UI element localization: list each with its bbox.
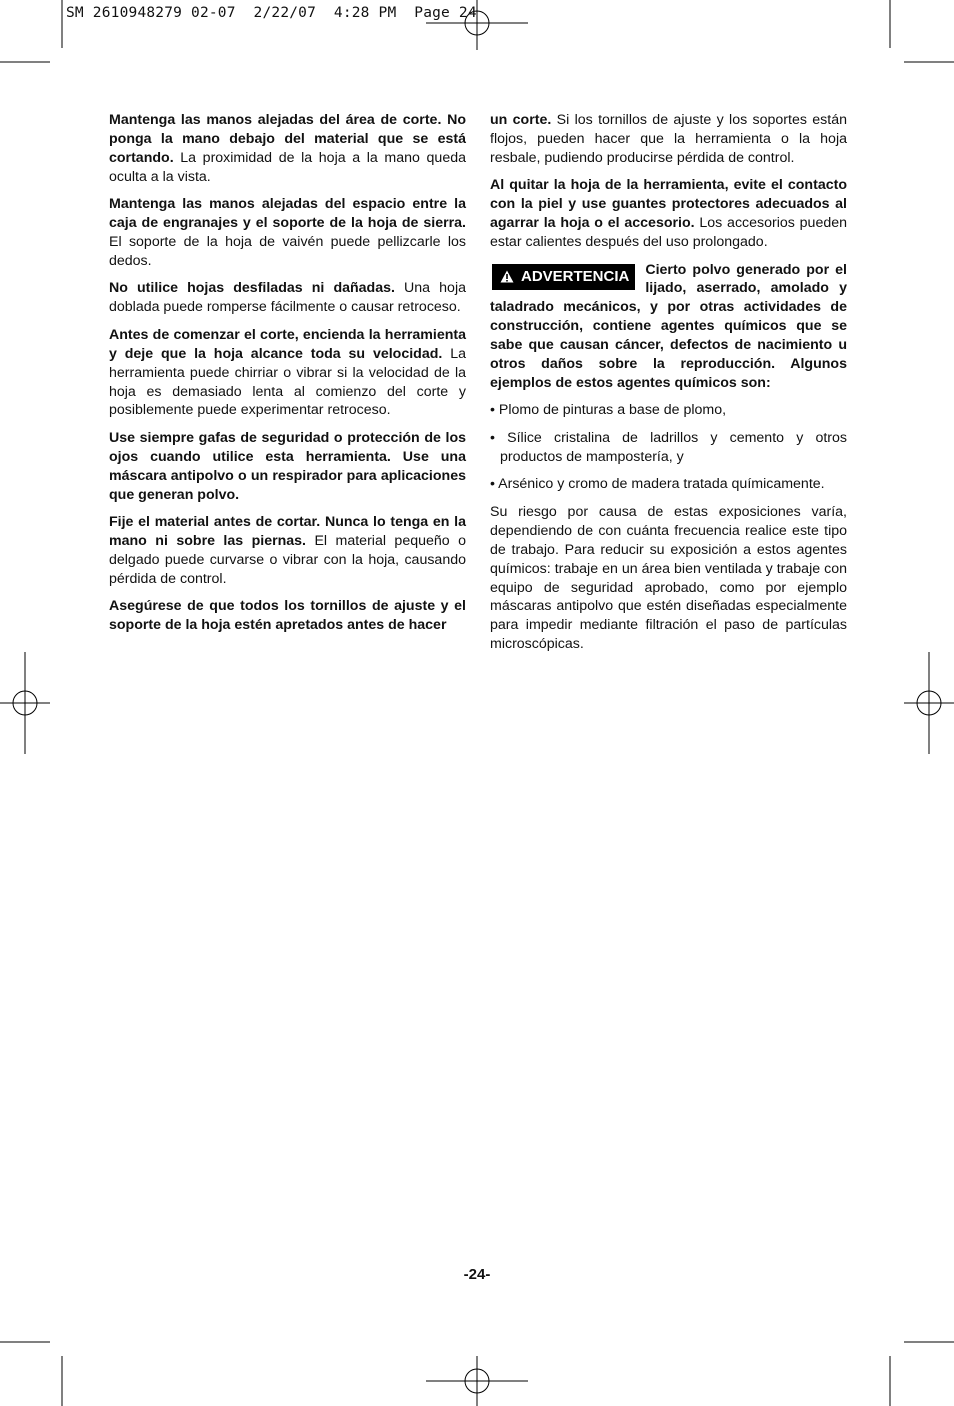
warning-text: Cierto polvo generado por el lijado, aserrado, amolado y taladrado mecánicos, y por otras actividades de construcción, contiene agentes químicos que se sabe que causan cáncer, defectos de nacimiento u otros daños sobre la reproducción. Algunos ejemplos de estos agentes químicos son: [490,261,847,391]
paragraph-exposure-risk: Su riesgo por causa de estas exposiciones varía, dependiendo de con cuánta frecuencia realice este tipo de trabajo. Para reducir su exposición a estos agentes químicos: trabaje en un área bien ventilada y trabaje con equipo de seguridad aprobado, como por ejemplo máscaras antipolvo que estén diseñadas especialmente para impedir mediante filtración el paso de partículas microscópicas. [490,503,847,653]
left-column [109,111,466,644]
list-item: • Sílice cristalina de ladrillos y cemento y otros productos de mampostería, y [490,429,847,465]
right-column [490,111,847,663]
print-slug: SM 2610948279 02-07 2/22/07 4:28 PM Page 24 [66,5,477,21]
paragraph-safety-glasses: Use siempre gafas de seguridad o protección de los ojos cuando utilice esta herramienta. Use una máscara antipolvo o un respirador para aplicaciones que generan polvo. [109,429,466,503]
paragraph-secure-material: Fije el material antes de cortar. Nunca lo tenga en la mano ni sobre las piernas. El material pequeño o delgado puede curvarse o vibrar con la hoja, causando pérdida de control. [109,514,467,587]
list-item: • Plomo de pinturas a base de plomo, [490,402,727,419]
paragraph-tighten-screws: Asegúrese de que todos los tornillos de ajuste y el soporte de la hoja estén apretados antes de hacer [109,598,466,634]
warning-triangle-icon [500,270,514,283]
paragraph-remove-blade: Al quitar la hoja de la herramienta, evite el contacto con la piel y use guantes protectores adecuados al agarrar la hoja o el accesorio. Los accesorios pueden estar calientes después del uso prolongado. [490,177,847,251]
warning-paragraph [490,261,847,393]
warning-badge [492,264,635,290]
paragraph-hands-cut-area: Mantenga las manos alejadas del área de corte. No ponga la mano debajo del material que se está cortando. La proximidad de la hoja a la mano queda oculta a la vista. [109,112,466,185]
page-number: -24- [463,1266,491,1283]
warning-label: ADVERTENCIA [521,267,630,285]
paragraph-loose-screws: un corte. Si los tornillos de ajuste y los soportes están flojos, pueden hacer que la herramienta o la hoja resbale, pudiendo producirse pérdida de control. [490,112,847,166]
paragraph-hands-gearbox: Mantenga las manos alejadas del espacio entre la caja de engranajes y el soporte de la hoja de sierra. El soporte de la hoja de vaivén puede pellizcarle los dedos. [109,196,466,269]
paragraph-damaged-blades: No utilice hojas desfiladas ni dañadas. Una hoja doblada puede romperse fácilmente o causar retroceso. [109,280,466,316]
paragraph-full-speed: Antes de comenzar el corte, encienda la herramienta y deje que la hoja alcance toda su velocidad. La herramienta puede chirriar o vibrar si la velocidad de la hoja es demasiado lenta al comienzo del corte y posiblemente puede experimentar retroceso. [109,326,467,419]
list-item: • Arsénico y cromo de madera tratada químicamente. [490,476,825,493]
